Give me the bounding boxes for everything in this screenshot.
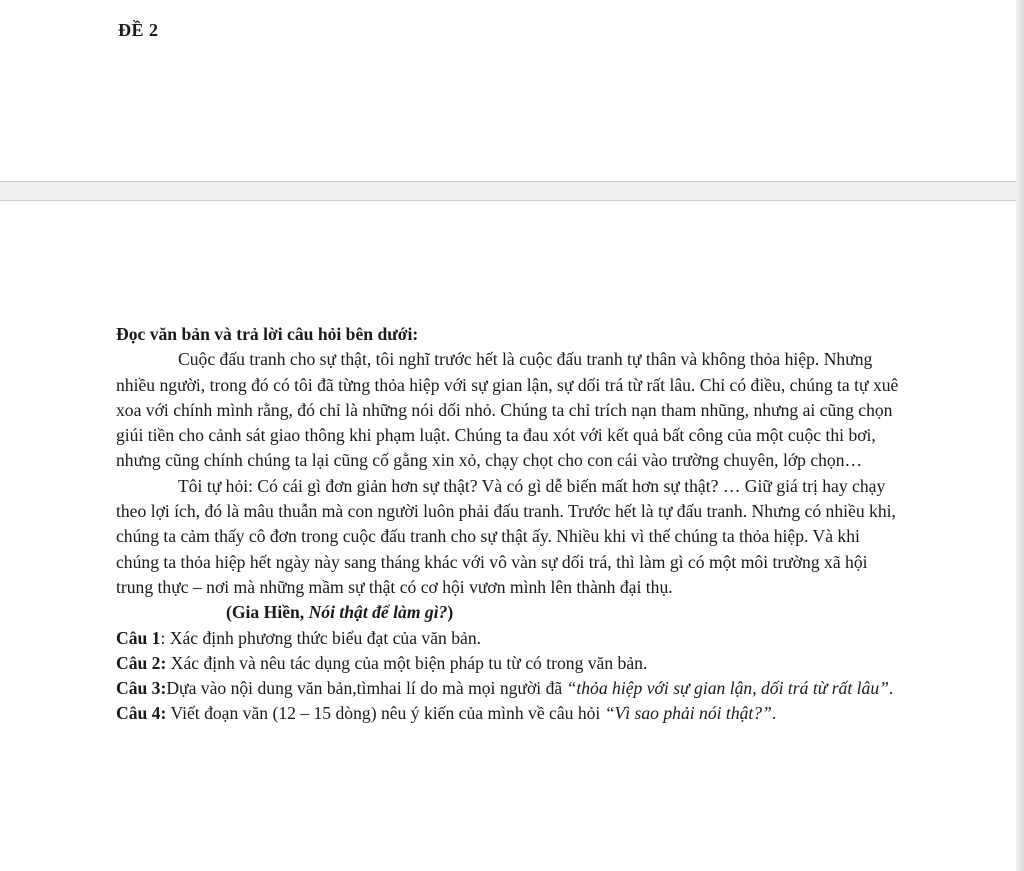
question-end: . xyxy=(771,703,777,724)
question-quote: “thỏa hiệp với sự gian lận, dối trá từ rất lâu” xyxy=(566,678,889,699)
question-3 xyxy=(116,676,906,701)
passage-paragraph-2: Tôi tự hỏi: Có cái gì đơn giản hơn sự thật? Và có gì dễ biến mất hơn sự thật? … Giữ giá trị hay chạy theo lợi ích, đó là mâu thuẫn mà con người luôn phải đấu tranh. Trước hết là tự đấu tranh. Nhưng có nhiều khi, chúng ta cảm thấy cô đơn trong cuộc đấu tranh cho sự thật ấy. Nhiều khi vì thế chúng ta thỏa hiệp. Và khi chúng ta thỏa hiệp hết ngày này sang tháng khác với vô vàn sự dối trá, thì làm gì có một môi trường xã hội trung thực – nơi mà những mầm sự thật có cơ hội vươn mình lên thành đại thụ. xyxy=(116,475,896,597)
page-break xyxy=(0,181,1024,201)
question-text: Xác định phương thức biểu đạt của văn bản. xyxy=(169,627,482,648)
question-1 xyxy=(116,626,906,651)
source-open: ( xyxy=(226,602,232,623)
source-citation xyxy=(116,600,906,625)
source-author: Gia Hiền, xyxy=(231,602,309,623)
question-text: Dựa vào nội dung văn bản,tìmhai lí do mà mọi người đã xyxy=(166,678,567,699)
question-quote: “Vì sao phải nói thật?” xyxy=(604,703,772,724)
question-separator: : xyxy=(160,627,170,648)
exam-title: ĐỀ 2 xyxy=(118,20,159,40)
passage-paragraph-1: Cuộc đấu tranh cho sự thật, tôi nghĩ trước hết là cuộc đấu tranh tự thân và không thỏa hiệp. Nhưng nhiều người, trong đó có tôi đã từng thỏa hiệp với sự gian lận, sự dối trá từ rất lâu. Chỉ có điều, chúng ta tự xuê xoa với chính mình rằng, đó chỉ là những nói dối nhỏ. Chúng ta chỉ trích nạn tham nhũng, nhưng ai cũng chọn giúi tiền cho cảnh sát giao thông khi phạm luật. Chúng ta đau xót với kết quả bất công của một cuộc thi bơi, nhưng cũng chính chúng ta lại cũng cố gằng xin xỏ, chạy chọt cho con cái vào trường chuyên, lớp chọn… xyxy=(116,349,899,471)
question-label: Câu 4: xyxy=(116,703,167,724)
question-label: Câu 3: xyxy=(116,678,167,699)
question-end: . xyxy=(888,678,894,699)
question-text: Viết đoạn văn (12 – 15 dòng) nêu ý kiến của mình về câu hỏi xyxy=(170,703,605,724)
scrollbar-edge[interactable] xyxy=(1016,0,1024,871)
question-4 xyxy=(116,701,906,726)
question-label: Câu 2: xyxy=(116,652,167,673)
source-work: Nói thật để làm gì? xyxy=(308,602,448,623)
instruction: Đọc văn bản và trả lời câu hỏi bên dưới: xyxy=(116,324,419,344)
question-label: Câu 1 xyxy=(116,627,161,648)
question-text: Xác định và nêu tác dụng của một biện pháp tu từ có trong văn bản. xyxy=(170,652,648,673)
document-body xyxy=(116,322,906,727)
source-close: ) xyxy=(447,602,454,623)
question-2 xyxy=(116,651,906,676)
